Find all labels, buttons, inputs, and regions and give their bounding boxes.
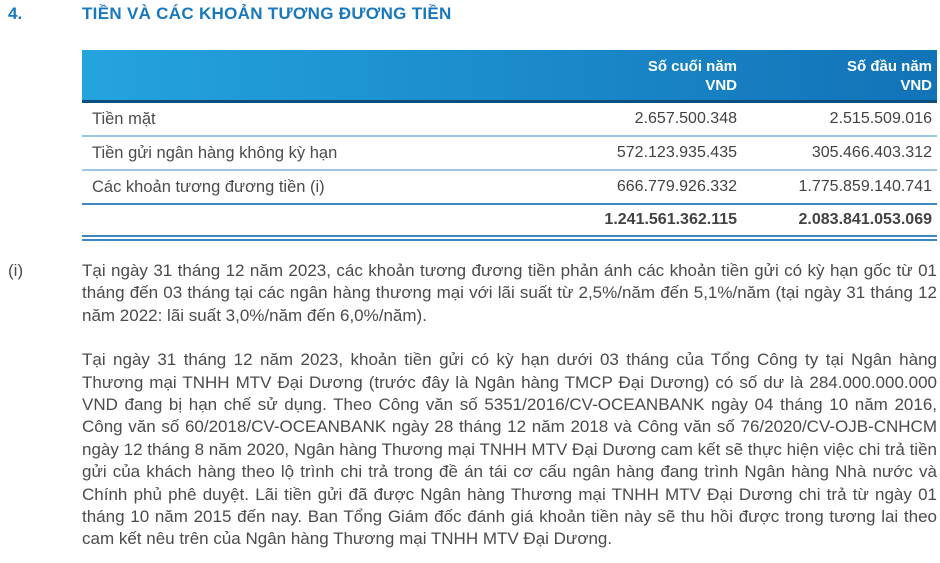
column-unit: VND <box>900 77 932 94</box>
column-header-end-of-year <box>542 57 737 93</box>
row-value-beginning-of-year: 1.775.859.140.741 <box>798 178 932 195</box>
table-header-spacer <box>92 57 542 93</box>
footnote-body <box>82 260 937 551</box>
footnote-paragraph-1: Tại ngày 31 tháng 12 năm 2023, các khoản tương đương tiền phản ánh các khoản tiền gửi có kỳ hạn gốc từ 01 tháng đến 03 tháng tại các ngân hàng thương mại với lãi suất từ 2,5%/năm đến 5,1%/năm (tại ngày 31 tháng 12 năm 2022: lãi suất 3,0%/năm đến 6,0%/năm). <box>82 261 937 325</box>
cash-equivalents-table <box>82 50 937 241</box>
total-value-end-of-year: 1.241.561.362.115 <box>604 211 737 228</box>
column-label: Số cuối năm <box>647 58 737 75</box>
table-row <box>82 171 937 205</box>
row-label: Các khoản tương đương tiền (i) <box>92 177 325 196</box>
section-number: 4. <box>8 4 23 23</box>
section-title: TIỀN VÀ CÁC KHOẢN TƯƠNG ĐƯƠNG TIỀN <box>82 4 452 23</box>
footnote-marker: (i) <box>8 261 24 280</box>
total-value-beginning-of-year: 2.083.841.053.069 <box>798 211 932 228</box>
footnote-paragraph-2: Tại ngày 31 tháng 12 năm 2023, khoản tiền gửi có kỳ hạn dưới 03 tháng của Tổng Công ty tại Ngân hàng Thương mại TNHH MTV Đại Dương (trước đây là Ngân hàng TMCP Đại Dương) có số dư là 284.000.000.000 VND đang bị hạn chế sử dụng. Theo Công văn số 5351/2016/CV-OCEANBANK ngày 04 tháng 10 năm 2016, Công văn số 60/2018/CV-OCEANBANK ngày 28 tháng 12 năm 2018 và Công văn số 76/2020/CV-OJB-CNHCM ngày 12 tháng 8 năm 2020, Ngân hàng Thương mại TNHH MTV Đại Dương cam kết sẽ thực hiện việc chi trả tiền gửi của khách hàng theo lộ trình chi trả trong đề án tái cơ cấu ngân hàng đang trình Ngân hàng Nhà nước và Chính phủ phê duyệt. Lãi tiền gửi đã được Ngân hàng Thương mại TNHH MTV Đại Dương chi trả từ ngày 01 tháng 10 năm 2015 đến nay. Ban Tổng Giám đốc đánh giá khoản tiền này sẽ thu hồi được trong tương lai theo cam kết nêu trên của Ngân hàng Thương mại TNHH MTV Đại Dương. <box>82 350 937 549</box>
footnote-i <box>8 260 937 551</box>
row-value-beginning-of-year: 2.515.509.016 <box>829 110 932 127</box>
table-row <box>82 137 937 171</box>
column-label: Số đầu năm <box>846 58 932 75</box>
section-heading <box>8 4 937 24</box>
table-header-row <box>82 50 937 103</box>
row-label: Tiền mặt <box>92 109 156 128</box>
row-value-end-of-year: 2.657.500.348 <box>634 110 737 127</box>
column-header-beginning-of-year <box>737 57 932 93</box>
row-value-end-of-year: 666.779.926.332 <box>616 178 737 195</box>
table-row <box>82 103 937 137</box>
column-unit: VND <box>705 77 737 94</box>
row-label: Tiền gửi ngân hàng không kỳ hạn <box>92 143 338 162</box>
row-value-end-of-year: 572.123.935.435 <box>616 144 737 161</box>
total-double-rule <box>82 235 937 241</box>
table-total-row <box>82 205 937 235</box>
row-value-beginning-of-year: 305.466.403.312 <box>811 144 932 161</box>
